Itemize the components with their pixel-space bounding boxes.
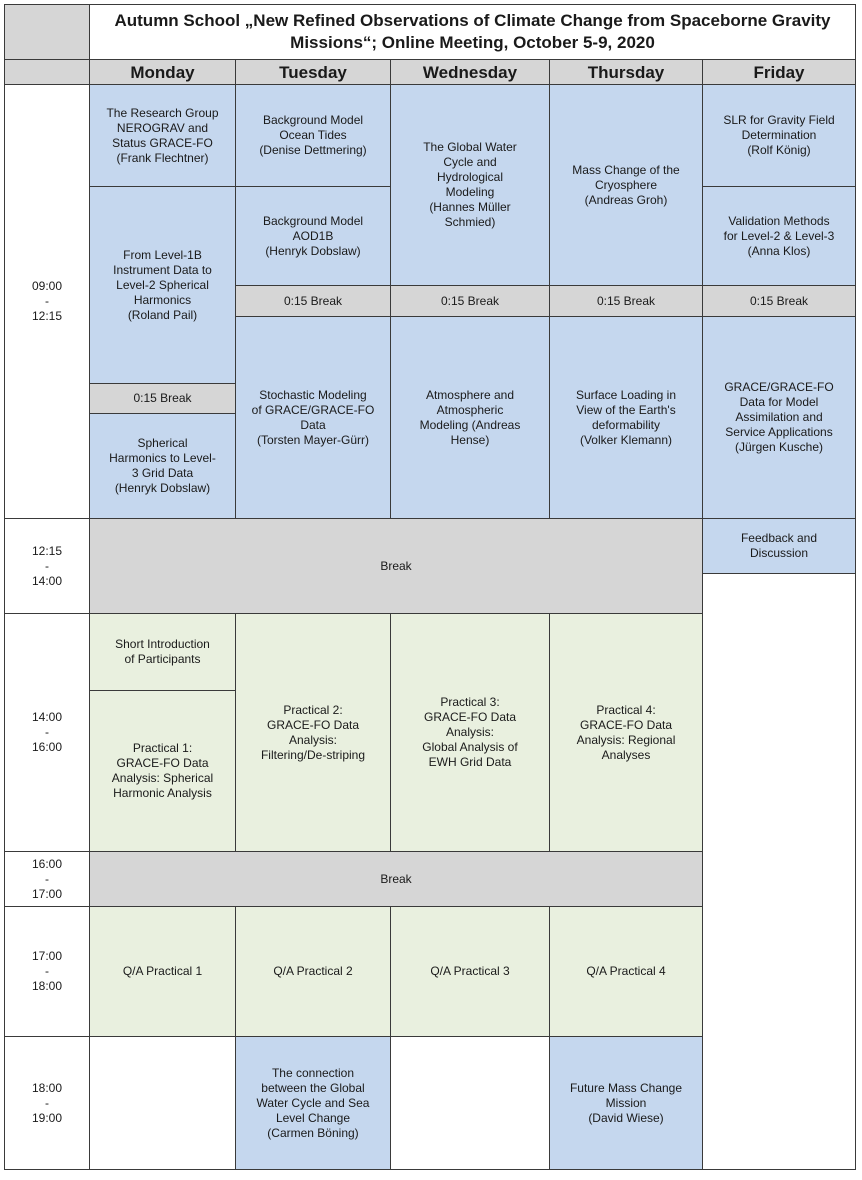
session-tuesday-evening: The connection between the Global Water Cycle and Sea Level Change (Carmen Böning) (235, 1036, 391, 1170)
time-slot-morning: 09:00 - 12:15 (4, 84, 90, 519)
session-tuesday-practical: Practical 2: GRACE-FO Data Analysis: Filtering/De-striping (235, 613, 391, 852)
session-monday-2: From Level-1B Instrument Data to Level-2 Spherical Harmonics (Roland Pail) (89, 186, 236, 384)
friday-empty (702, 573, 856, 1170)
time-header-cell (4, 59, 90, 85)
time-slot-break: 16:00 - 17:00 (4, 851, 90, 907)
break-thursday: 0:15 Break (549, 285, 703, 317)
session-monday-practical: Practical 1: GRACE-FO Data Analysis: Spherical Harmonic Analysis (89, 690, 236, 852)
session-friday-1: SLR for Gravity Field Determination (Rolf König) (702, 84, 856, 187)
day-header-friday: Friday (702, 59, 856, 85)
session-tuesday-1: Background Model Ocean Tides (Denise Dettmering) (235, 84, 391, 187)
schedule-title: Autumn School „New Refined Observations of Climate Change from Spaceborne Gravity Missions“; Online Meeting, October 5-9, 2020 (89, 4, 856, 60)
session-wednesday-practical: Practical 3: GRACE-FO Data Analysis: Global Analysis of EWH Grid Data (390, 613, 550, 852)
break-wednesday: 0:15 Break (390, 285, 550, 317)
session-thursday-practical: Practical 4: GRACE-FO Data Analysis: Regional Analyses (549, 613, 703, 852)
session-qa-4: Q/A Practical 4 (549, 906, 703, 1037)
session-qa-3: Q/A Practical 3 (390, 906, 550, 1037)
lunch-break: Break (89, 518, 703, 614)
session-qa-1: Q/A Practical 1 (89, 906, 236, 1037)
time-slot-evening: 18:00 - 19:00 (4, 1036, 90, 1170)
session-friday-feedback: Feedback and Discussion (702, 518, 856, 574)
session-thursday-3: Surface Loading in View of the Earth's deformability (Volker Klemann) (549, 316, 703, 519)
break-monday: 0:15 Break (89, 383, 236, 414)
wednesday-evening-empty (390, 1036, 550, 1170)
time-slot-afternoon: 14:00 - 16:00 (4, 613, 90, 852)
corner-cell (4, 4, 90, 60)
session-thursday-1: Mass Change of the Cryosphere (Andreas Groh) (549, 84, 703, 286)
break-tuesday: 0:15 Break (235, 285, 391, 317)
session-monday-3: Spherical Harmonics to Level- 3 Grid Data (Henryk Dobslaw) (89, 413, 236, 519)
session-monday-intro: Short Introduction of Participants (89, 613, 236, 691)
session-friday-3: GRACE/GRACE-FO Data for Model Assimilation and Service Applications (Jürgen Kusche) (702, 316, 856, 519)
session-qa-2: Q/A Practical 2 (235, 906, 391, 1037)
session-monday-1: The Research Group NEROGRAV and Status GRACE-FO (Frank Flechtner) (89, 84, 236, 187)
monday-evening-empty (89, 1036, 236, 1170)
session-wednesday-1: The Global Water Cycle and Hydrological Modeling (Hannes Müller Schmied) (390, 84, 550, 286)
day-header-monday: Monday (89, 59, 236, 85)
time-slot-qa: 17:00 - 18:00 (4, 906, 90, 1037)
session-thursday-evening: Future Mass Change Mission (David Wiese) (549, 1036, 703, 1170)
afternoon-break: Break (89, 851, 703, 907)
day-header-wednesday: Wednesday (390, 59, 550, 85)
schedule-table (4, 4, 856, 1170)
break-friday: 0:15 Break (702, 285, 856, 317)
day-header-thursday: Thursday (549, 59, 703, 85)
time-slot-lunch: 12:15 - 14:00 (4, 518, 90, 614)
day-header-tuesday: Tuesday (235, 59, 391, 85)
session-tuesday-2: Background Model AOD1B (Henryk Dobslaw) (235, 186, 391, 286)
session-friday-2: Validation Methods for Level-2 & Level-3 (Anna Klos) (702, 186, 856, 286)
session-tuesday-3: Stochastic Modeling of GRACE/GRACE-FO Data (Torsten Mayer-Gürr) (235, 316, 391, 519)
session-wednesday-3: Atmosphere and Atmospheric Modeling (Andreas Hense) (390, 316, 550, 519)
